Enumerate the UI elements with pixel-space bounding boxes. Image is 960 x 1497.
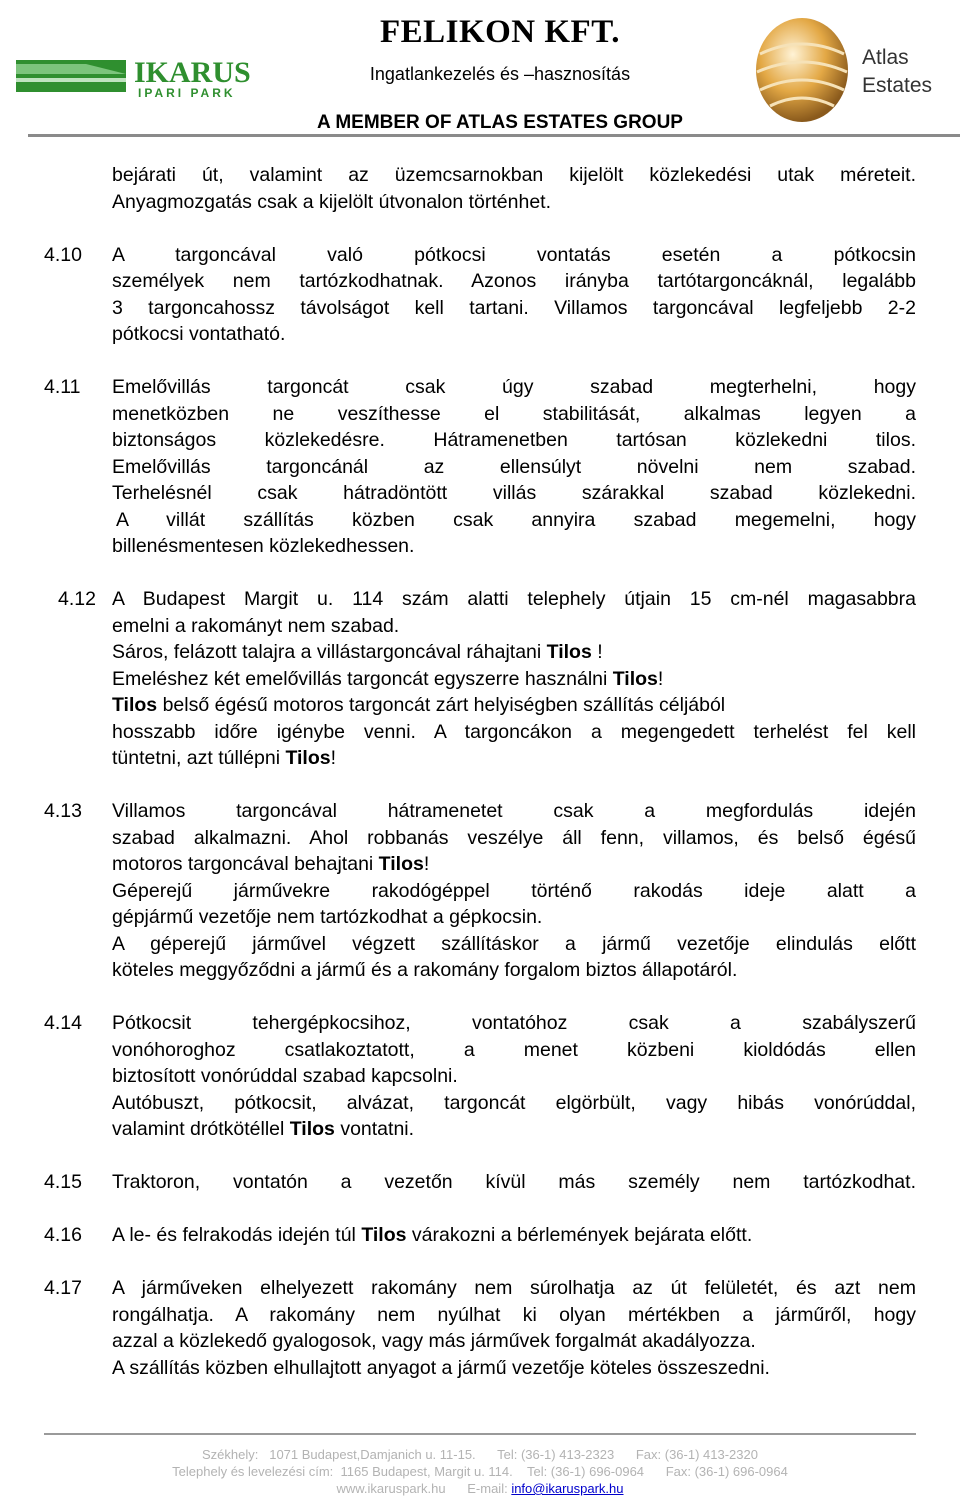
section-line: Traktoron, vontatón a vezetőn kívül más személy nem tartózkodhat. xyxy=(112,1171,916,1193)
tilos-word: Tilos xyxy=(361,1224,407,1246)
tilos-word: Tilos xyxy=(378,853,424,875)
section-line: A járműveken elhelyezett rakomány nem súrolhatja az út felületét, és azt nem xyxy=(112,1277,916,1299)
section-line: Autóbuszt, pótkocsit, alvázat, targoncát elgörbült, vagy hibás vonórúddal, xyxy=(112,1091,916,1114)
footer-contact: www.ikaruspark.hu E-mail: info@ikaruspark.hu xyxy=(336,1481,624,1496)
member-line: A MEMBER OF ATLAS ESTATES GROUP xyxy=(317,112,683,133)
company-subtitle: Ingatlankezelés és –hasznosítás xyxy=(369,64,631,84)
section-line: A szállítás közben elhullajtott anyagot a jármű vezetője köteles összeszedni. xyxy=(112,1356,770,1379)
section-line: A targoncával való pótkocsi vontatás esetén a pótkocsin xyxy=(112,243,916,266)
section-line: Terhelésnél csak hátradöntött villás szárakkal szabad közlekedni. xyxy=(112,482,916,504)
footer-site-address: Telephely és levelezési cím: 1165 Budapest, Margit u. 114. Tel: (36-1) 696-0964 Fax: (36-1) 696-0964 xyxy=(172,1464,788,1479)
section-line: Géperejű járművekre rakodógéppel történő rakodás ideje alatt a xyxy=(112,879,916,902)
section-number: 4.10 xyxy=(44,243,82,266)
atlas-estates-text xyxy=(862,44,932,100)
website-text: www.ikaruspark.hu xyxy=(336,1481,446,1496)
section-line: azzal a közlekedő gyalogosok, vagy más járművek forgalmát akadályozza. xyxy=(112,1330,756,1352)
section-line: A Budapest Margit u. 114 szám alatti telephely útjain 15 cm-nél magasabbra xyxy=(112,588,916,610)
section-line: Emeléshez két emelővillás targoncát egyszerre használni Tilos! xyxy=(112,667,664,690)
document-body xyxy=(0,162,960,1408)
section-4-15 xyxy=(0,1169,960,1196)
atlas-word: Atlas xyxy=(862,46,909,69)
ikarus-logo-text: IKARUS xyxy=(134,56,251,89)
tilos-word: Tilos xyxy=(112,694,158,716)
tilos-word: Tilos xyxy=(546,641,592,663)
atlas-globe-icon xyxy=(752,14,852,126)
section-line: Sáros, felázott talajra a villástargoncával ráhajtani Tilos ! xyxy=(112,641,603,663)
section-4-10 xyxy=(0,242,960,348)
continuation-paragraph xyxy=(0,162,960,215)
section-4-12 xyxy=(0,586,960,772)
tilos-word: Tilos xyxy=(289,1118,335,1140)
section-number: 4.15 xyxy=(44,1171,82,1193)
section-4-17 xyxy=(0,1275,960,1381)
continuation-line: bejárati út, valamint az üzemcsarnokban kijelölt közlekedési utak méreteit. xyxy=(112,164,916,186)
section-number: 4.13 xyxy=(44,800,82,822)
section-line: pótkocsi vontatható. xyxy=(112,323,286,345)
section-line: A le- és felrakodás idején túl Tilos várakozni a bérlemények bejárata előtt. xyxy=(112,1224,753,1246)
tilos-word: Tilos xyxy=(285,747,331,769)
section-4-11 xyxy=(0,374,960,560)
header-divider xyxy=(28,134,960,137)
page-footer xyxy=(0,1446,960,1497)
section-number: 4.16 xyxy=(44,1224,82,1246)
section-line: rongálhatja. A rakomány nem nyúlhat ki olyan mértékben a járműről, hogy xyxy=(112,1303,916,1326)
section-4-16 xyxy=(0,1222,960,1249)
footer-divider xyxy=(44,1433,916,1435)
email-link[interactable]: info@ikaruspark.hu xyxy=(511,1481,624,1496)
ikarus-logo-sub: IPARI PARK xyxy=(138,86,236,100)
section-number: 4.17 xyxy=(44,1277,82,1299)
section-line: biztonságos közlekedésre. Hátramenetben tartósan közlekedni tilos. xyxy=(112,429,916,451)
section-number: 4.11 xyxy=(44,376,81,398)
section-line: Tilos belső égésű motoros targoncát zárt helyiségben szállítás céljából xyxy=(112,694,726,716)
section-line: A géperejű járművel végzett szállításkor a jármű vezetője elindulás előtt xyxy=(112,932,916,955)
section-line: emelni a rakományt nem szabad. xyxy=(112,614,400,637)
section-line: Emelővillás targoncánál az ellensúlyt növelni nem szabad. xyxy=(112,455,916,478)
section-number: 4.14 xyxy=(44,1012,82,1034)
section-line: biztosított vonórúddal szabad kapcsolni. xyxy=(112,1065,458,1087)
section-line: tüntetni, azt túllépni Tilos! xyxy=(112,747,337,769)
section-line: Emelővillás targoncát csak úgy szabad megterhelni, hogy xyxy=(112,376,916,398)
company-name: FELIKON KFT. xyxy=(379,14,621,50)
ikarus-ipari-park-logo xyxy=(16,52,266,100)
section-line: billenésmentesen közlekedhessen. xyxy=(112,535,415,557)
section-line: Pótkocsit tehergépkocsihoz, vontatóhoz csak a szabályszerű xyxy=(112,1012,916,1034)
tilos-word: Tilos xyxy=(612,667,658,690)
section-line: A villát szállítás közben csak annyira szabad megemelni, hogy xyxy=(116,508,916,531)
continuation-line: Anyagmozgatás csak a kijelölt útvonalon történhet. xyxy=(112,190,552,213)
section-line: motoros targoncával behajtani Tilos! xyxy=(112,853,430,875)
page-header xyxy=(0,0,960,140)
footer-headquarters: Székhely: 1071 Budapest,Damjanich u. 11-15. Tel: (36-1) 413-2323 Fax: (36-1) 413-2320 xyxy=(202,1447,758,1462)
section-line: személyek nem tartózkodhatnak. Azonos irányba tartótargoncáknál, legalább xyxy=(112,270,916,292)
section-line: Villamos targoncával hátramenetet csak a megfordulás idején xyxy=(112,800,916,822)
section-line: szabad alkalmazni. Ahol robbanás veszélye áll fenn, villamos, és belső égésű xyxy=(112,826,916,849)
section-line: valamint drótkötéllel Tilos vontatni. xyxy=(112,1118,415,1140)
section-line: hosszabb időre igénybe venni. A targoncákon a megengedett terhelést fel kell xyxy=(112,720,916,743)
section-line: vonóhoroghoz csatlakoztatott, a menet közbeni kioldódás ellen xyxy=(112,1038,916,1061)
section-number: 4.12 xyxy=(58,588,96,610)
section-4-13 xyxy=(0,798,960,984)
section-line: menetközben ne veszíthesse el stabilitását, alkalmas legyen a xyxy=(112,402,916,425)
section-4-14 xyxy=(0,1010,960,1143)
estates-word: Estates xyxy=(862,74,933,97)
section-line: köteles meggyőződni a jármű és a rakomány forgalom biztos állapotáról. xyxy=(112,959,738,981)
section-line: gépjármű vezetője nem tartózkodhat a gépkocsin. xyxy=(112,906,543,928)
section-line: 3 targoncahossz távolságot kell tartani. Villamos targoncával legfeljebb 2-2 xyxy=(112,296,916,319)
